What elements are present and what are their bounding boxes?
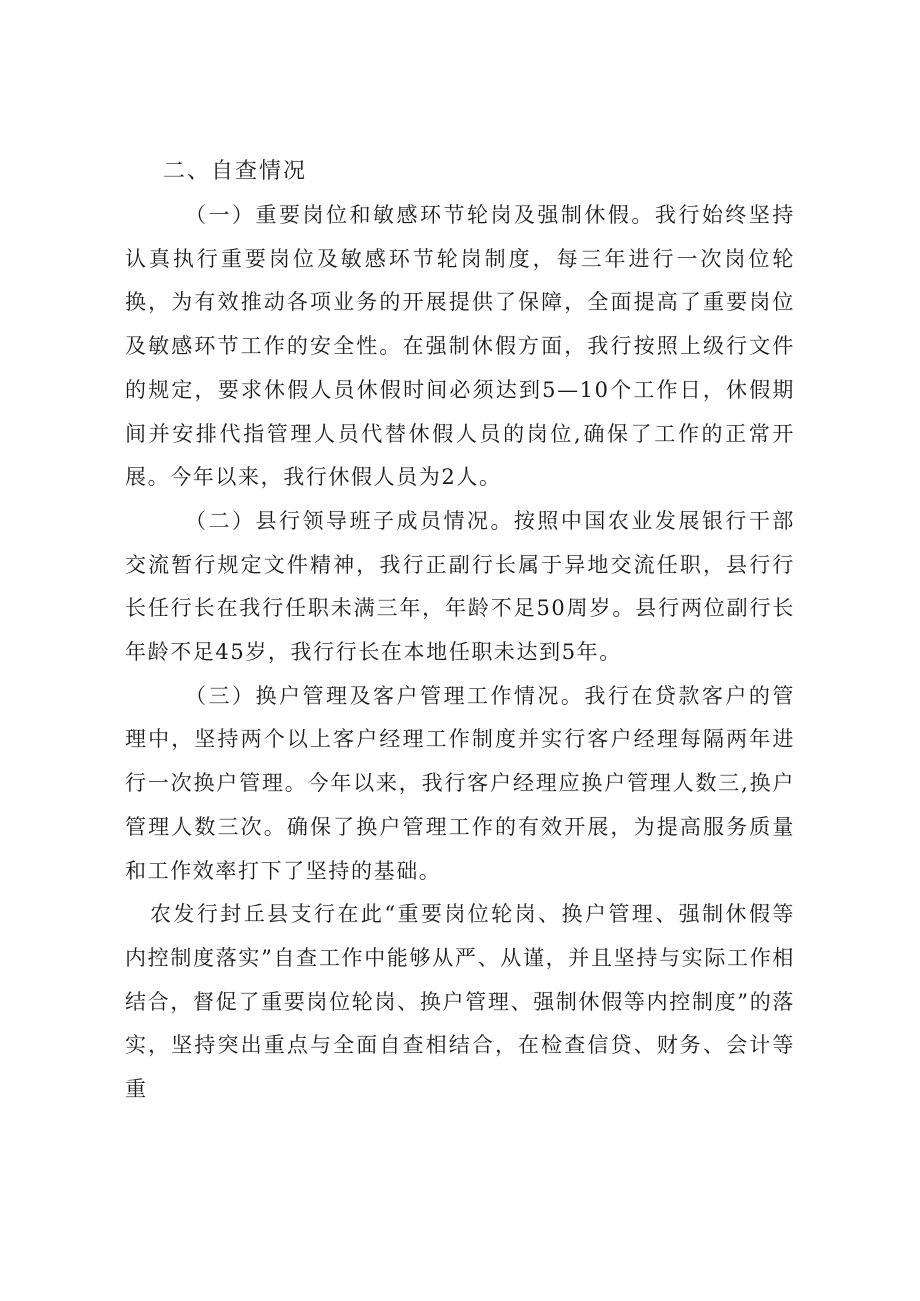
paragraph-rotation-leave: （一）重要岗位和敏感环节轮岗及强制休假。我行始终坚持认真执行重要岗位及敏感环节轮岗制度，每三年进行一次岗位轮换，为有效推动各项业务的开展提供了保障，全面提高了重要岗位及敏感环节工作的安全性。在强制休假方面，我行按照上级行文件的规定，要求休假人员休假时间必须达到5—10个工作日，休假期间并安排代指管理人员代替休假人员的岗位,确保了工作的正常开展。今年以来，我行休假人员为2人。 (125, 203, 795, 490)
paragraph-account-management: （三）换户管理及客户管理工作情况。我行在贷款客户的管理中，坚持两个以上客户经理工作制度并实行客户经理每隔两年进行一次换户管理。今年以来，我行客户经理应换户管理人数三,换户管理人数三次。确保了换户管理工作的有效开展，为提高服务质量和工作效率打下了坚持的基础。 (125, 683, 795, 883)
paragraph-summary: 农发行封丘县支行在此“重要岗位轮岗、换户管理、强制休假等内控制度落实”自查工作中能够从严、从谨，并且坚持与实际工作相结合，督促了重要岗位轮岗、换户管理、强制休假等内控制度”的落实，坚持突出重点与全面自查相结合，在检查信贷、财务、会计等重 (125, 902, 795, 1102)
document-body (125, 150, 795, 1112)
section-heading: 二、自查情况 (163, 159, 308, 184)
paragraph-leadership: （二）县行领导班子成员情况。按照中国农业发展银行干部交流暂行规定文件精神，我行正副行长属于异地交流任职，县行行长任行长在我行任职未满三年，年龄不足50周岁。县行两位副行长年龄不足45岁，我行行长在本地任职未达到5年。 (125, 508, 795, 665)
